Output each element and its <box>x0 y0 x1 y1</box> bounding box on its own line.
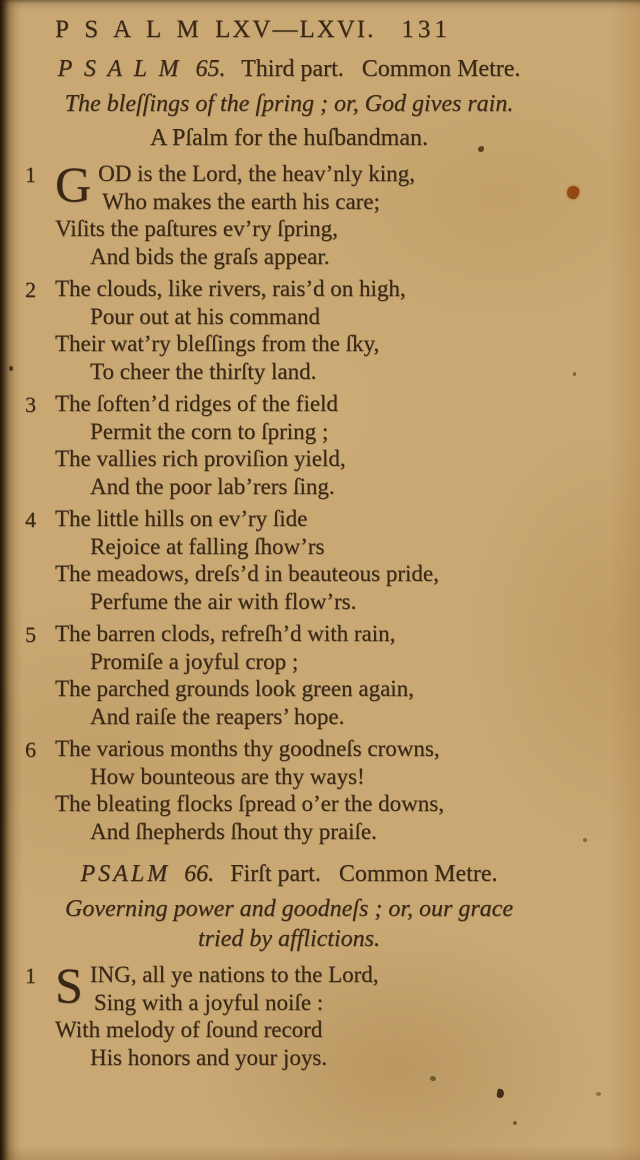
verse-line: The bleating flocks ſpread o’er the downs, <box>55 791 444 816</box>
verse-line: The parched grounds look green again, <box>55 676 414 701</box>
running-header <box>10 15 568 45</box>
verse <box>10 156 568 270</box>
verse-line: The meadows, dreſs’d in beauteous pride, <box>55 561 439 586</box>
page-number: 131 <box>401 16 451 43</box>
verse-line: And raiſe the reapers’ hope. <box>90 703 345 729</box>
verse <box>10 505 568 615</box>
psalm-65-heading <box>10 53 568 85</box>
verse <box>10 620 568 730</box>
psalm-66-subtitle-line1: Governing power and goodneſs ; or, our grace <box>65 896 513 922</box>
psalm-65-subtitle: The bleſſings of the ſpring ; or, God gives rain. <box>64 91 514 117</box>
psalm-66-heading <box>10 858 568 890</box>
verse-line: Rejoice at falling ſhow’rs <box>90 533 325 559</box>
verse-line: The various months thy goodneſs crowns, <box>55 736 440 761</box>
drop-cap: S <box>55 957 83 1013</box>
ink-speck <box>583 838 587 842</box>
verse-number: 3 <box>25 392 36 417</box>
verse-line: Perfume the air with flow’rs. <box>90 588 357 614</box>
verse-line: Pour out at his command <box>90 303 320 329</box>
verse <box>10 957 568 1071</box>
verse <box>10 275 568 385</box>
verse-line: The clouds, like rivers, rais’d on high, <box>55 276 406 301</box>
verse-number: 4 <box>25 507 36 532</box>
psalm-65-number: 65. <box>195 56 226 82</box>
verse-line: And ſhepherds ſhout thy praiſe. <box>90 818 377 844</box>
verse-line: ING, all ye nations to the Lord, <box>89 962 379 987</box>
verse <box>10 735 568 845</box>
verse-number: 1 <box>25 162 36 187</box>
psalm-65-dedication: A Pſalm for the huſbandman. <box>150 125 428 151</box>
verse <box>10 390 568 500</box>
verse-line: How bounteous are thy ways! <box>90 763 365 789</box>
psalm-66-part: Firſt part. <box>230 861 321 887</box>
verse-line: The ſoften’d ridges of the field <box>55 391 338 416</box>
psalm-66-number: 66. <box>184 861 215 887</box>
verse-line: Sing with a joyful noiſe : <box>93 989 324 1015</box>
verse-line: The little hills on ev’ry ſide <box>55 506 308 531</box>
verse-line: The barren clods, refreſh’d with rain, <box>55 621 396 646</box>
drop-cap: G <box>55 156 92 212</box>
verse-number: 1 <box>25 963 36 988</box>
header-title: P S A L M LXV—LXVI. <box>55 16 376 43</box>
psalm-65-name: P S A L M <box>57 56 182 82</box>
verse-line: And bids the graſs appear. <box>90 243 330 269</box>
verse-number: 2 <box>25 277 36 302</box>
ink-speck <box>573 372 576 376</box>
psalm-65-part: Third part. <box>241 56 344 82</box>
verse-line: And the poor lab’rers ſing. <box>90 473 335 499</box>
verse-line: Promiſe a joyful crop ; <box>90 648 299 674</box>
verse-line: To cheer the thirſty land. <box>90 358 317 384</box>
verse-line: OD is the Lord, the heav’nly king, <box>98 161 415 186</box>
ink-speck <box>596 1092 601 1096</box>
ink-speck <box>496 1088 505 1098</box>
psalm-66-name: PSALM <box>80 861 171 887</box>
verse-line: Permit the corn to ſpring ; <box>90 418 329 444</box>
verse-line: With melody of ſound record <box>55 1017 323 1042</box>
ink-speck <box>513 1121 517 1125</box>
psalm-65-metre: Common Metre. <box>361 56 521 82</box>
verse-line: Viſits the paſtures ev’ry ſpring, <box>55 216 338 241</box>
verse-number: 5 <box>25 622 36 647</box>
psalm-66-metre: Common Metre. <box>338 861 498 887</box>
ink-speck <box>9 366 13 371</box>
verse-line: His honors and your joys. <box>90 1044 328 1070</box>
verse-line: Their wat’ry bleſſings from the ſky, <box>55 331 380 356</box>
psalm-66-subtitle-line2: tried by afflictions. <box>198 926 380 952</box>
verse-line: Who makes the earth his care; <box>102 188 380 214</box>
verse-line: The vallies rich proviſion yield, <box>55 446 346 471</box>
verse-number: 6 <box>25 737 36 762</box>
ink-speck <box>430 1076 436 1081</box>
